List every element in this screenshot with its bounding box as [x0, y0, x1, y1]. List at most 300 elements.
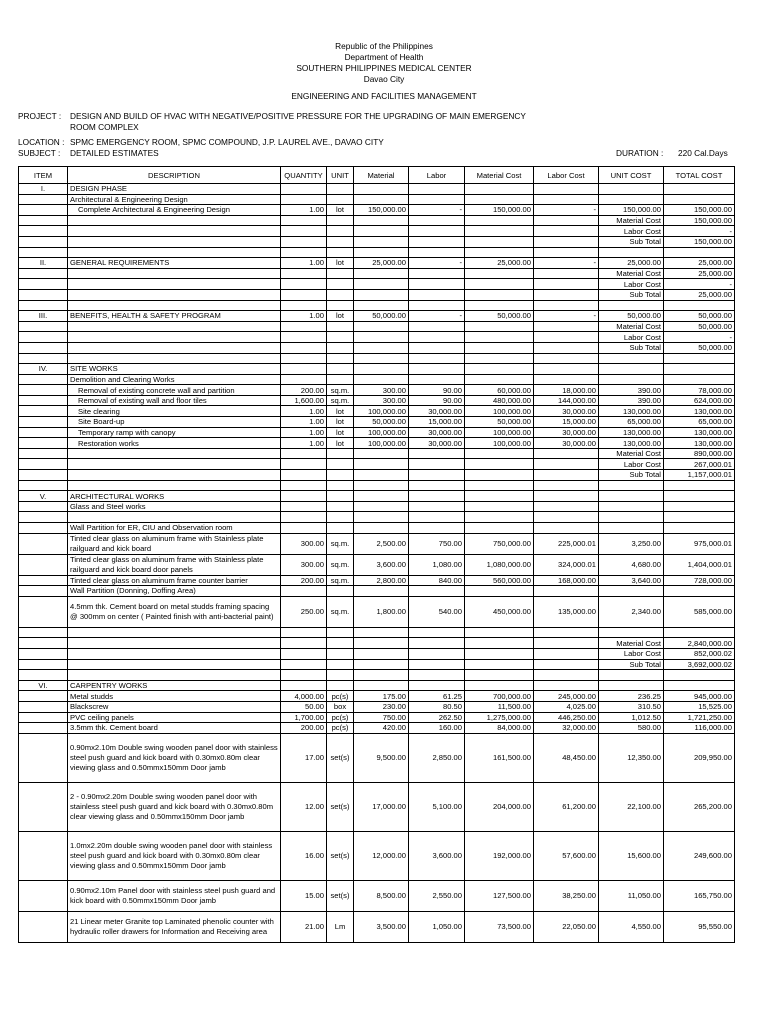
unit-cost-cell: 310.50: [599, 701, 664, 712]
labor-cell: [409, 236, 465, 247]
unit-cost-cell: 2,340.00: [599, 596, 664, 627]
quantity-cell: [281, 374, 327, 385]
unit-cell: set(s): [327, 782, 354, 831]
table-row: [19, 194, 735, 205]
quantity-cell: [281, 501, 327, 512]
material-cell: 175.00: [354, 691, 409, 702]
table-row: [19, 417, 735, 428]
description-cell: [68, 226, 281, 237]
quantity-cell: 21.00: [281, 911, 327, 942]
unit-cost-cell: [599, 184, 664, 195]
labor-cost-cell: [534, 300, 599, 311]
table-row: [19, 480, 735, 491]
material-cell: [354, 680, 409, 691]
total-cost-cell: [664, 353, 735, 364]
description-cell: [68, 247, 281, 258]
document-header: [0, 41, 768, 85]
item-cell: [19, 417, 68, 428]
material-cost-cell: [465, 512, 534, 523]
labor-cell: 160.00: [409, 723, 465, 734]
unit-cost-cell: 3,640.00: [599, 575, 664, 586]
description-cell: Tinted clear glass on aluminum frame with Stainless plate railguard and kick board: [68, 533, 281, 554]
table-row: [19, 648, 735, 659]
description-cell: 0.90mx2.10m Panel door with stainless steel push guard and kick board with 0.50mmx150mm Door jamb: [68, 880, 281, 911]
material-cell: [354, 364, 409, 375]
item-cell: [19, 670, 68, 681]
item-cell: VI.: [19, 680, 68, 691]
table-header-row: [19, 167, 735, 184]
unit-cost-cell: 25,000.00: [599, 258, 664, 269]
table-row: [19, 680, 735, 691]
material-cell: 2,500.00: [354, 533, 409, 554]
labor-cost-cell: [534, 659, 599, 670]
unit-cost-cell: Labor Cost: [599, 648, 664, 659]
table-row: [19, 691, 735, 702]
item-cell: [19, 782, 68, 831]
item-cell: [19, 586, 68, 597]
total-cost-cell: 25,000.00: [664, 258, 735, 269]
labor-cost-cell: 168,000.00: [534, 575, 599, 586]
quantity-cell: [281, 321, 327, 332]
unit-cost-cell: [599, 501, 664, 512]
material-cost-cell: [465, 279, 534, 290]
table-row: [19, 659, 735, 670]
quantity-cell: 4,000.00: [281, 691, 327, 702]
table-row: [19, 226, 735, 237]
description-cell: Tinted clear glass on aluminum frame counter barrier: [68, 575, 281, 586]
table-row: [19, 596, 735, 627]
col-total-cost: TOTAL COST: [664, 167, 735, 184]
labor-cell: [409, 194, 465, 205]
labor-cost-cell: 57,600.00: [534, 831, 599, 880]
labor-cell: [409, 512, 465, 523]
table-row: [19, 911, 735, 942]
quantity-cell: [281, 480, 327, 491]
quantity-cell: [281, 523, 327, 534]
item-cell: [19, 831, 68, 880]
item-cell: [19, 236, 68, 247]
material-cell: 50,000.00: [354, 311, 409, 322]
unit-cost-cell: 390.00: [599, 385, 664, 396]
description-cell: [68, 300, 281, 311]
material-cell: 100,000.00: [354, 438, 409, 449]
material-cost-cell: 161,500.00: [465, 733, 534, 782]
item-cell: [19, 459, 68, 470]
table-row: [19, 554, 735, 575]
material-cost-cell: [465, 342, 534, 353]
table-row: [19, 395, 735, 406]
total-cost-cell: [664, 194, 735, 205]
total-cost-cell: [664, 374, 735, 385]
material-cost-cell: 1,080,000.00: [465, 554, 534, 575]
item-cell: [19, 247, 68, 258]
header-division: ENGINEERING AND FACILITIES MANAGEMENT: [291, 91, 477, 101]
labor-cell: 90.00: [409, 385, 465, 396]
material-cell: 300.00: [354, 395, 409, 406]
material-cell: [354, 279, 409, 290]
unit-cell: [327, 491, 354, 502]
labor-cell: 1,080.00: [409, 554, 465, 575]
description-cell: [68, 342, 281, 353]
material-cell: 25,000.00: [354, 258, 409, 269]
table-row: [19, 321, 735, 332]
material-cell: [354, 659, 409, 670]
total-cost-cell: 1,721,250.00: [664, 712, 735, 723]
table-row: [19, 353, 735, 364]
material-cell: 9,500.00: [354, 733, 409, 782]
item-cell: [19, 353, 68, 364]
table-row: [19, 300, 735, 311]
unit-cell: [327, 226, 354, 237]
item-cell: [19, 575, 68, 586]
table-row: [19, 670, 735, 681]
unit-cell: [327, 268, 354, 279]
total-cost-cell: 728,000.00: [664, 575, 735, 586]
material-cost-cell: [465, 194, 534, 205]
material-cost-cell: [465, 268, 534, 279]
labor-cost-cell: -: [534, 311, 599, 322]
col-material: Material: [354, 167, 409, 184]
material-cell: 100,000.00: [354, 406, 409, 417]
labor-cost-cell: 30,000.00: [534, 438, 599, 449]
quantity-cell: [281, 470, 327, 481]
unit-cell: [327, 480, 354, 491]
labor-cell: [409, 638, 465, 649]
total-cost-cell: 130,000.00: [664, 427, 735, 438]
description-cell: Site Board-up: [68, 417, 281, 428]
labor-cell: [409, 215, 465, 226]
labor-cell: 30,000.00: [409, 438, 465, 449]
material-cell: [354, 480, 409, 491]
duration-label: DURATION :: [616, 148, 664, 158]
labor-cell: [409, 332, 465, 343]
unit-cell: [327, 194, 354, 205]
item-cell: [19, 342, 68, 353]
material-cost-cell: [465, 236, 534, 247]
description-cell: Architectural & Engineering Design: [68, 194, 281, 205]
labor-cell: -: [409, 311, 465, 322]
labor-cost-cell: [534, 289, 599, 300]
total-cost-cell: 852,000.02: [664, 648, 735, 659]
labor-cost-cell: [534, 638, 599, 649]
material-cost-cell: 100,000.00: [465, 406, 534, 417]
material-cost-cell: 25,000.00: [465, 258, 534, 269]
labor-cell: [409, 523, 465, 534]
col-unit-cost: UNIT COST: [599, 167, 664, 184]
location-value: SPMC EMERGENCY ROOM, SPMC COMPOUND, J.P. LAUREL AVE., DAVAO CITY: [70, 137, 384, 147]
labor-cost-cell: 48,450.00: [534, 733, 599, 782]
total-cost-cell: [664, 300, 735, 311]
project-value: DESIGN AND BUILD OF HVAC WITH NEGATIVE/POSITIVE PRESSURE FOR THE UPGRADING OF MAIN EMERGENCY: [70, 111, 526, 121]
total-cost-cell: [664, 501, 735, 512]
total-cost-cell: 267,000.01: [664, 459, 735, 470]
labor-cell: [409, 321, 465, 332]
unit-cost-cell: [599, 194, 664, 205]
table-row: [19, 831, 735, 880]
total-cost-cell: 130,000.00: [664, 406, 735, 417]
item-cell: II.: [19, 258, 68, 269]
material-cost-cell: [465, 448, 534, 459]
unit-cost-cell: [599, 364, 664, 375]
table-row: [19, 512, 735, 523]
material-cell: [354, 353, 409, 364]
material-cost-cell: [465, 648, 534, 659]
table-row: [19, 247, 735, 258]
labor-cell: [409, 247, 465, 258]
table-row: [19, 258, 735, 269]
unit-cost-cell: [599, 491, 664, 502]
material-cell: [354, 268, 409, 279]
material-cost-cell: 73,500.00: [465, 911, 534, 942]
material-cell: [354, 670, 409, 681]
col-description: DESCRIPTION: [68, 167, 281, 184]
material-cost-cell: 11,500.00: [465, 701, 534, 712]
unit-cell: [327, 289, 354, 300]
unit-cell: [327, 332, 354, 343]
unit-cell: [327, 512, 354, 523]
item-cell: [19, 911, 68, 942]
material-cell: [354, 215, 409, 226]
unit-cost-cell: 15,600.00: [599, 831, 664, 880]
material-cost-cell: [465, 638, 534, 649]
unit-cell: [327, 501, 354, 512]
material-cell: [354, 374, 409, 385]
labor-cost-cell: [534, 523, 599, 534]
item-cell: [19, 300, 68, 311]
labor-cost-cell: 225,000.01: [534, 533, 599, 554]
item-cell: [19, 268, 68, 279]
quantity-cell: 300.00: [281, 554, 327, 575]
labor-cost-cell: [534, 374, 599, 385]
unit-cost-cell: Material Cost: [599, 638, 664, 649]
unit-cost-cell: Sub Total: [599, 470, 664, 481]
description-cell: Removal of existing wall and floor tiles: [68, 395, 281, 406]
item-cell: [19, 279, 68, 290]
quantity-cell: [281, 364, 327, 375]
material-cell: 17,000.00: [354, 782, 409, 831]
description-cell: [68, 659, 281, 670]
col-material-cost: Material Cost: [465, 167, 534, 184]
item-cell: [19, 638, 68, 649]
table-row: [19, 184, 735, 195]
material-cost-cell: [465, 247, 534, 258]
quantity-cell: 1.00: [281, 205, 327, 216]
unit-cost-cell: [599, 627, 664, 638]
unit-cost-cell: Material Cost: [599, 321, 664, 332]
unit-cell: sq.m.: [327, 533, 354, 554]
item-cell: [19, 374, 68, 385]
description-cell: BENEFITS, HEALTH & SAFETY PROGRAM: [68, 311, 281, 322]
material-cell: 100,000.00: [354, 427, 409, 438]
material-cost-cell: 480,000.00: [465, 395, 534, 406]
header-republic: Republic of the Philippines: [335, 41, 433, 51]
unit-cost-cell: 50,000.00: [599, 311, 664, 322]
item-cell: [19, 512, 68, 523]
unit-cell: [327, 279, 354, 290]
item-cell: [19, 501, 68, 512]
quantity-cell: [281, 268, 327, 279]
unit-cell: lot: [327, 417, 354, 428]
description-cell: [68, 648, 281, 659]
quantity-cell: [281, 279, 327, 290]
unit-cost-cell: Sub Total: [599, 342, 664, 353]
quantity-cell: [281, 586, 327, 597]
unit-cost-cell: [599, 374, 664, 385]
labor-cost-cell: [534, 480, 599, 491]
labor-cell: 30,000.00: [409, 406, 465, 417]
unit-cell: sq.m.: [327, 385, 354, 396]
description-cell: PVC ceiling panels: [68, 712, 281, 723]
description-cell: Glass and Steel works: [68, 501, 281, 512]
material-cell: 2,800.00: [354, 575, 409, 586]
labor-cost-cell: [534, 332, 599, 343]
labor-cost-cell: [534, 184, 599, 195]
material-cost-cell: 150,000.00: [465, 205, 534, 216]
labor-cell: [409, 491, 465, 502]
item-cell: [19, 385, 68, 396]
quantity-cell: 200.00: [281, 723, 327, 734]
table-row: [19, 311, 735, 322]
material-cost-cell: 700,000.00: [465, 691, 534, 702]
quantity-cell: [281, 659, 327, 670]
description-cell: [68, 480, 281, 491]
table-row: [19, 364, 735, 375]
item-cell: [19, 194, 68, 205]
header-center: SOUTHERN PHILIPPINES MEDICAL CENTER: [296, 63, 472, 73]
item-cell: [19, 470, 68, 481]
quantity-cell: [281, 247, 327, 258]
labor-cost-cell: 30,000.00: [534, 427, 599, 438]
unit-cost-cell: 130,000.00: [599, 438, 664, 449]
material-cost-cell: [465, 321, 534, 332]
quantity-cell: 1.00: [281, 438, 327, 449]
quantity-cell: [281, 491, 327, 502]
description-cell: 0.90mx2.10m Double swing wooden panel door with stainless steel push guard and kick board with 0.30mx0.80m clear viewing glass and 0.50mmx150mm Door jamb: [68, 733, 281, 782]
total-cost-cell: 50,000.00: [664, 311, 735, 322]
item-cell: [19, 880, 68, 911]
table-row: [19, 215, 735, 226]
total-cost-cell: 78,000.00: [664, 385, 735, 396]
item-cell: [19, 627, 68, 638]
labor-cost-cell: [534, 680, 599, 691]
subject-label: SUBJECT :: [18, 148, 61, 158]
material-cell: 300.00: [354, 385, 409, 396]
labor-cell: [409, 448, 465, 459]
material-cost-cell: [465, 670, 534, 681]
unit-cell: [327, 459, 354, 470]
description-cell: Metal studds: [68, 691, 281, 702]
labor-cost-cell: [534, 342, 599, 353]
quantity-cell: 1.00: [281, 406, 327, 417]
labor-cell: [409, 648, 465, 659]
total-cost-cell: 265,200.00: [664, 782, 735, 831]
total-cost-cell: [664, 523, 735, 534]
total-cost-cell: 95,550.00: [664, 911, 735, 942]
quantity-cell: 50.00: [281, 701, 327, 712]
item-cell: [19, 533, 68, 554]
unit-cost-cell: Material Cost: [599, 448, 664, 459]
unit-cost-cell: [599, 523, 664, 534]
unit-cell: pc(s): [327, 723, 354, 734]
material-cell: 3,500.00: [354, 911, 409, 942]
labor-cost-cell: 245,000.00: [534, 691, 599, 702]
quantity-cell: [281, 627, 327, 638]
material-cost-cell: 100,000.00: [465, 438, 534, 449]
material-cell: 12,000.00: [354, 831, 409, 880]
unit-cell: pc(s): [327, 712, 354, 723]
labor-cost-cell: [534, 353, 599, 364]
item-cell: [19, 289, 68, 300]
unit-cost-cell: Material Cost: [599, 268, 664, 279]
labor-cost-cell: 4,025.00: [534, 701, 599, 712]
unit-cost-cell: 12,350.00: [599, 733, 664, 782]
labor-cost-cell: 38,250.00: [534, 880, 599, 911]
material-cost-cell: [465, 374, 534, 385]
table-row: [19, 448, 735, 459]
material-cell: 750.00: [354, 712, 409, 723]
quantity-cell: [281, 512, 327, 523]
unit-cell: [327, 342, 354, 353]
labor-cell: [409, 289, 465, 300]
labor-cell: 15,000.00: [409, 417, 465, 428]
table-row: [19, 712, 735, 723]
material-cell: [354, 289, 409, 300]
labor-cell: 540.00: [409, 596, 465, 627]
table-row: [19, 701, 735, 712]
quantity-cell: 17.00: [281, 733, 327, 782]
material-cost-cell: 60,000.00: [465, 385, 534, 396]
quantity-cell: [281, 300, 327, 311]
labor-cost-cell: [534, 459, 599, 470]
labor-cell: 2,850.00: [409, 733, 465, 782]
item-cell: [19, 554, 68, 575]
total-cost-cell: 150,000.00: [664, 215, 735, 226]
project-label: PROJECT :: [18, 111, 62, 121]
material-cost-cell: [465, 364, 534, 375]
description-cell: Tinted clear glass on aluminum frame with Stainless plate railguard and kick board door panels: [68, 554, 281, 575]
material-cost-cell: [465, 523, 534, 534]
total-cost-cell: 1,157,000.01: [664, 470, 735, 481]
total-cost-cell: [664, 247, 735, 258]
labor-cell: 3,600.00: [409, 831, 465, 880]
material-cost-cell: 204,000.00: [465, 782, 534, 831]
labor-cost-cell: [534, 670, 599, 681]
total-cost-cell: 15,525.00: [664, 701, 735, 712]
table-row: [19, 733, 735, 782]
material-cost-cell: 50,000.00: [465, 311, 534, 322]
material-cost-cell: [465, 627, 534, 638]
unit-cell: [327, 448, 354, 459]
labor-cell: 90.00: [409, 395, 465, 406]
material-cost-cell: [465, 459, 534, 470]
labor-cost-cell: [534, 586, 599, 597]
material-cell: [354, 512, 409, 523]
unit-cell: [327, 300, 354, 311]
col-unit: UNIT: [327, 167, 354, 184]
material-cell: [354, 523, 409, 534]
item-cell: [19, 205, 68, 216]
description-cell: [68, 332, 281, 343]
quantity-cell: [281, 215, 327, 226]
material-cell: 1,800.00: [354, 596, 409, 627]
material-cell: 230.00: [354, 701, 409, 712]
total-cost-cell: 890,000.00: [664, 448, 735, 459]
material-cell: 50,000.00: [354, 417, 409, 428]
unit-cell: [327, 670, 354, 681]
quantity-cell: [281, 670, 327, 681]
table-row: [19, 638, 735, 649]
unit-cell: [327, 184, 354, 195]
